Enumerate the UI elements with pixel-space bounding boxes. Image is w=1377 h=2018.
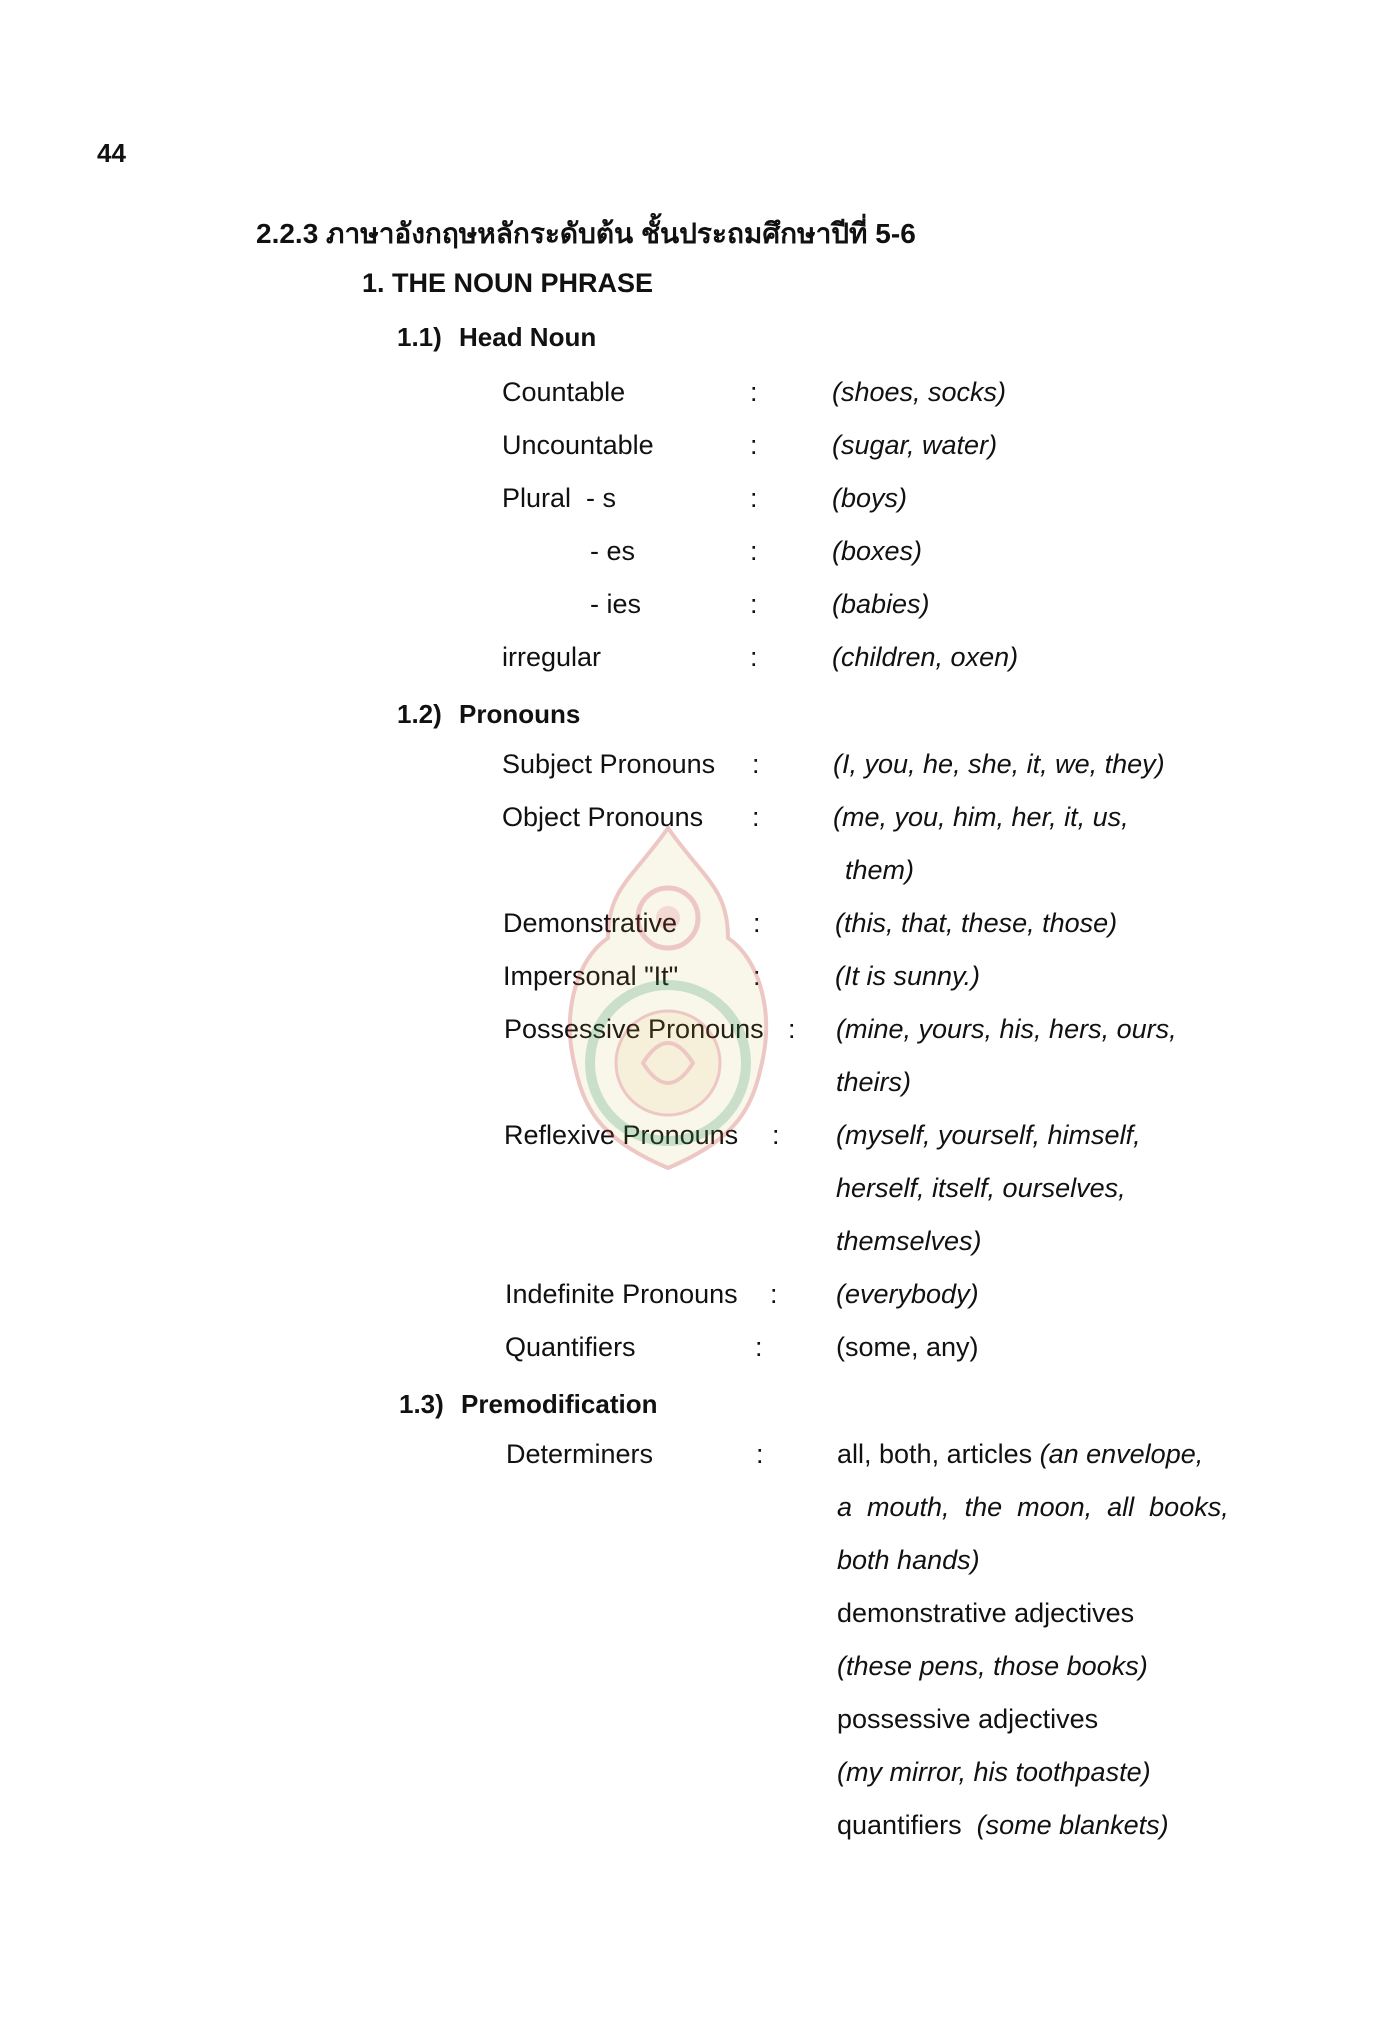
entry-colon: : <box>750 589 758 619</box>
entry-example: (boxes) <box>832 536 923 566</box>
entry-example-continuation: theirs) <box>836 1067 912 1097</box>
entry-colon: : <box>750 430 758 460</box>
entry-example: (sugar, water) <box>832 430 998 460</box>
entry-example: (babies) <box>832 589 930 619</box>
page-number: 44 <box>97 138 126 168</box>
entry-example: (I, you, he, she, it, we, they) <box>833 749 1165 779</box>
entry-term: Impersonal "It" <box>503 961 679 991</box>
entry-term: Determiners <box>506 1439 654 1469</box>
entry-term: Plural - s <box>502 483 617 513</box>
subsection-number: 1.1) <box>397 322 442 352</box>
entry-example-continuation: them) <box>845 855 915 885</box>
entry-term: Quantifiers <box>505 1332 636 1362</box>
entry-colon: : <box>756 1439 764 1469</box>
entry-example: (shoes, socks) <box>832 377 1007 407</box>
entry-example: (children, oxen) <box>832 642 1019 672</box>
entry-example-continuation: demonstrative adjectives <box>837 1598 1135 1628</box>
entry-example: (some, any) <box>836 1332 979 1362</box>
entry-example: (myself, yourself, himself, <box>836 1120 1141 1150</box>
entry-term: Countable <box>502 377 626 407</box>
entry-colon: : <box>753 908 761 938</box>
part-heading: 1. THE NOUN PHRASE <box>362 268 654 298</box>
subsection-number: 1.2) <box>397 699 442 729</box>
entry-colon: : <box>755 1332 763 1362</box>
entry-example: (It is sunny.) <box>835 961 981 991</box>
entry-example: (everybody) <box>836 1279 979 1309</box>
entry-example-continuation: (these pens, those books) <box>837 1651 1148 1681</box>
subsection-heading-premodification <box>399 1389 657 1420</box>
entry-term: Indefinite Pronouns <box>505 1279 738 1309</box>
subsection-label: Pronouns <box>459 699 581 729</box>
entry-colon: : <box>770 1279 778 1309</box>
entry-colon: : <box>750 377 758 407</box>
entry-example-continuation: themselves) <box>836 1226 982 1256</box>
entry-term: Demonstrative <box>503 908 678 938</box>
entry-example-continuation: herself, itself, ourselves, <box>836 1173 1126 1203</box>
entry-term: Uncountable <box>502 430 654 460</box>
subsection-heading-pronouns <box>397 699 580 730</box>
subsection-label: Premodification <box>461 1389 658 1419</box>
entry-term: Subject Pronouns <box>502 749 716 779</box>
subsection-label: Head Noun <box>459 322 597 352</box>
entry-example: (mine, yours, his, hers, ours, <box>836 1014 1177 1044</box>
entry-example-continuation: (my mirror, his toothpaste) <box>837 1757 1151 1787</box>
entry-example: (this, that, these, those) <box>835 908 1118 938</box>
entry-example-continuation: possessive adjectives <box>837 1704 1099 1734</box>
entry-colon: : <box>750 483 758 513</box>
quantifiers-italic: (some blankets) <box>976 1810 1169 1840</box>
entry-colon: : <box>752 802 760 832</box>
entry-example: (me, you, him, her, it, us, <box>833 802 1129 832</box>
entry-colon: : <box>752 749 760 779</box>
entry-colon: : <box>788 1014 796 1044</box>
entry-colon: : <box>750 642 758 672</box>
entry-term: - es <box>590 536 636 566</box>
quantifiers-plain: quantifiers <box>837 1810 962 1840</box>
entry-term: Object Pronouns <box>502 802 704 832</box>
entry-term: - ies <box>590 589 642 619</box>
entry-colon: : <box>772 1120 780 1150</box>
entry-example-continuation: both hands) <box>837 1545 980 1575</box>
determiners-italic: (an envelope, <box>1039 1439 1204 1469</box>
determiners-plain: all, both, articles <box>837 1439 1033 1469</box>
entry-colon: : <box>750 536 758 566</box>
entry-example <box>837 1439 1203 1470</box>
subsection-heading-head-noun <box>397 322 596 353</box>
entry-term: irregular <box>502 642 602 672</box>
subsection-number: 1.3) <box>399 1389 444 1419</box>
entry-example: (boys) <box>832 483 908 513</box>
entry-colon: : <box>753 961 761 991</box>
entry-term: Possessive Pronouns <box>504 1014 764 1044</box>
entry-example-continuation <box>837 1810 1169 1841</box>
entry-term: Reflexive Pronouns <box>504 1120 739 1150</box>
section-title: 2.2.3 ภาษาอังกฤษหลักระดับต้น ชั้นประถมศึกษาปีที่ 5-6 <box>256 218 916 249</box>
entry-example-continuation: a mouth, the moon, all books, <box>837 1492 1229 1522</box>
